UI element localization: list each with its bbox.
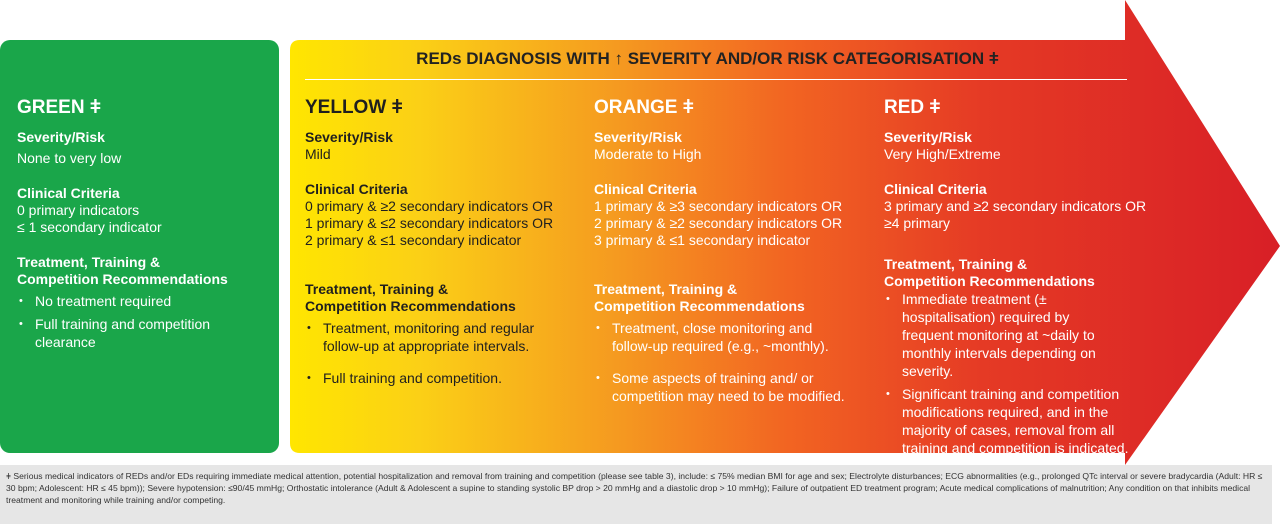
list-item: • Treatment, monitoring and regular follow-up at appropriate intervals. [305, 319, 567, 355]
red-column [884, 97, 1154, 462]
treatment-label: Treatment, Training & [594, 281, 738, 297]
criteria-line: ≥4 primary [884, 215, 951, 231]
severity-value: Moderate to High [594, 146, 702, 162]
list-item: • Some aspects of training and/ or competition may need to be modified. [594, 369, 856, 405]
criteria-line: 1 primary & ≤2 secondary indicators OR [305, 215, 554, 231]
recommendation-list [305, 319, 567, 387]
orange-column [594, 97, 856, 410]
severity-label: Severity/Risk [594, 129, 682, 145]
criteria-line: 2 primary & ≤1 secondary indicator [305, 232, 522, 248]
list-item: • Full training and competition clearance [17, 315, 267, 351]
criteria-line: 0 primary & ≥2 secondary indicators OR [305, 198, 554, 214]
criteria-label: Clinical Criteria [884, 181, 987, 197]
list-item: • No treatment required [17, 292, 267, 310]
list-item: • Significant training and competition modifications required, and in the majority of cases, removal from all training and competition is indicated. [884, 385, 1142, 457]
criteria-line: 1 primary & ≥3 secondary indicators OR [594, 198, 843, 214]
criteria-line: 3 primary & ≤1 secondary indicator [594, 232, 811, 248]
diagnosis-header [290, 49, 1125, 69]
treatment-label: Treatment, Training & [17, 254, 161, 270]
criteria-line: 2 primary & ≥2 secondary indicators OR [594, 215, 843, 231]
category-title: RED ǂ [884, 97, 941, 118]
treatment-label: Treatment, Training & [305, 281, 449, 297]
criteria-line: 3 primary and ≥2 secondary indicators OR [884, 198, 1147, 214]
treatment-label: Competition Recommendations [594, 298, 805, 314]
criteria-label: Clinical Criteria [305, 181, 408, 197]
header-title: REDs DIAGNOSIS WITH ↑ SEVERITY AND/OR RISK CATEGORISATION [416, 49, 985, 68]
severity-label: Severity/Risk [884, 129, 972, 145]
criteria-line: ≤ 1 secondary indicator [17, 219, 162, 235]
category-title: GREEN ǂ [17, 97, 101, 118]
header-dagger: ǂ [988, 49, 999, 68]
recommendation-list [594, 319, 856, 405]
footnote [0, 465, 1272, 524]
severity-value: Mild [305, 146, 331, 162]
category-title: YELLOW ǂ [305, 97, 403, 118]
criteria-label: Clinical Criteria [594, 181, 697, 197]
severity-label: Severity/Risk [305, 129, 393, 145]
recommendation-list [17, 292, 267, 351]
recommendation-list [884, 290, 1154, 457]
severity-value: None to very low [17, 150, 122, 166]
treatment-label: Competition Recommendations [17, 271, 228, 287]
yellow-column [305, 97, 567, 392]
footnote-text: Serious medical indicators of REDs and/or EDs requiring immediate medical attention, potential hospitalization and removal from training and competition (please see table 3), include: ≤ 75% median BMI for age and sex; Electrolyte disturbances; ECG abnormalities (e.g., prolonged QTc interval or severe bradycardia (Adult: HR ≤ 30 bpm; Adolescent: HR ≤ 45 bpm)); Severe hypotension: ≤90/45 mmHg; Orthostatic intolerance (Adult & Adolescent a supine to standing systolic BP drop > 20 mmHg and a diastolic drop > 10 mmHg); Failure of outpatient ED treatment program; Acute medical complications of malnutrition; Any condition on that inhibits medical treatment and monitoring while training and/or competing. [6, 471, 1263, 505]
criteria-line: 0 primary indicators [17, 202, 140, 218]
list-item: • Immediate treatment (± hospitalisation) required by frequent monitoring at ~daily to monthly intervals depending on severity. [884, 290, 1122, 380]
footnote-dagger: ǂ [6, 471, 12, 481]
list-item: • Treatment, close monitoring and follow-up required (e.g., ~monthly). [594, 319, 856, 355]
treatment-label: Competition Recommendations [884, 273, 1095, 289]
severity-label: Severity/Risk [17, 129, 105, 145]
list-item: • Full training and competition. [305, 369, 567, 387]
green-column [17, 97, 267, 356]
treatment-label: Competition Recommendations [305, 298, 516, 314]
treatment-label: Treatment, Training & [884, 256, 1028, 272]
category-title: ORANGE ǂ [594, 97, 694, 118]
severity-value: Very High/Extreme [884, 146, 1001, 162]
header-divider [305, 79, 1127, 80]
criteria-label: Clinical Criteria [17, 185, 120, 201]
